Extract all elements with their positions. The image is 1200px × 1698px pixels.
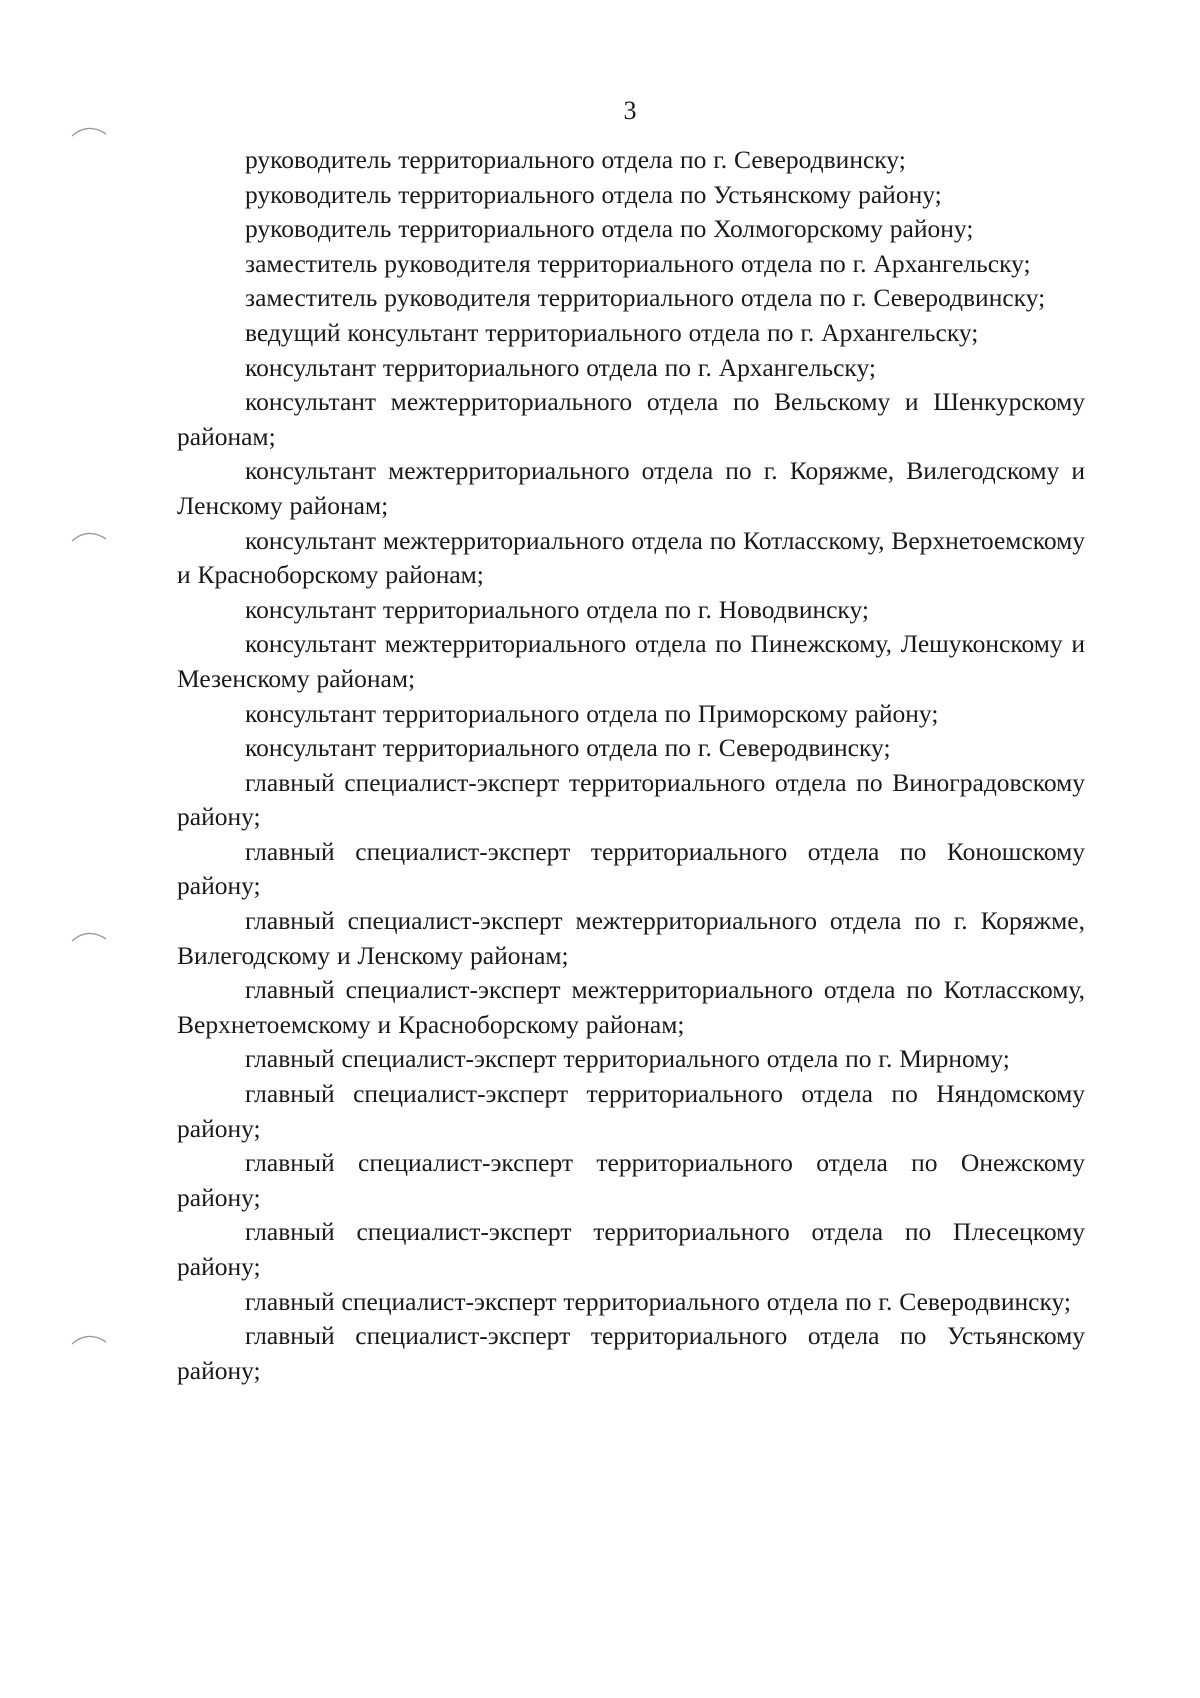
position-item: консультант межтерриториального отдела по Пинежскому, Лешуконскому и Мезенскому районам; bbox=[177, 629, 1085, 693]
position-list bbox=[177, 143, 1085, 1388]
position-item: главный специалист-эксперт территориального отдела по Плесецкому району; bbox=[177, 1217, 1085, 1281]
position-item: главный специалист-эксперт территориального отдела по Устьянскому району; bbox=[177, 1321, 1085, 1385]
position-item: консультант межтерриториального отдела по Котласскому, Верхнетоемскому и Красноборскому районам; bbox=[177, 525, 1085, 590]
position-item: главный специалист-эксперт межтерриториального отдела по г. Коряжме, Вилегодскому и Ленскому районам; bbox=[177, 906, 1085, 970]
position-item: заместитель руководителя территориального отдела по г. Архангельску; bbox=[245, 248, 1031, 278]
binder-hole-mark bbox=[70, 925, 110, 945]
position-item: руководитель территориального отдела по Устьянскому району; bbox=[245, 179, 942, 209]
position-item: руководитель территориального отдела по Холмогорскому району; bbox=[245, 214, 974, 244]
position-item: консультант межтерриториального отдела по г. Коряжме, Вилегодскому и Ленскому районам; bbox=[177, 456, 1085, 520]
position-item: главный специалист-эксперт межтерриториального отдела по Котласскому, Верхнетоемскому и Красноборскому районам; bbox=[177, 975, 1085, 1039]
position-item: консультант территориального отдела по Приморскому району; bbox=[245, 698, 939, 728]
position-item: консультант территориального отдела по г. Архангельску; bbox=[245, 352, 876, 382]
page-number: 3 bbox=[623, 96, 637, 125]
position-item: заместитель руководителя территориального отдела по г. Северодвинску; bbox=[245, 283, 1046, 313]
binder-hole-mark bbox=[70, 525, 110, 545]
position-item: консультант территориального отдела по г. Новодвинску; bbox=[245, 594, 869, 624]
position-item: главный специалист-эксперт территориального отдела по г. Северодвинску; bbox=[245, 1286, 1072, 1316]
position-item: главный специалист-эксперт территориального отдела по Коношскому району; bbox=[177, 836, 1085, 901]
position-item: ведущий консультант территориального отдела по г. Архангельску; bbox=[245, 317, 979, 347]
position-item: главный специалист-эксперт территориального отдела по Онежскому району; bbox=[177, 1148, 1085, 1212]
position-item: главный специалист-эксперт территориального отдела по г. Мирному; bbox=[245, 1044, 1010, 1074]
binder-hole-mark bbox=[70, 1328, 110, 1348]
position-item: консультант территориального отдела по г. Северодвинску; bbox=[245, 733, 891, 763]
position-item: руководитель территориального отдела по г. Северодвинску; bbox=[245, 145, 906, 174]
position-item: главный специалист-эксперт территориального отдела по Няндомскому району; bbox=[177, 1079, 1085, 1143]
position-item: консультант межтерриториального отдела по Вельскому и Шенкурскому районам; bbox=[177, 387, 1085, 451]
position-item: главный специалист-эксперт территориального отдела по Виноградовскому району; bbox=[177, 767, 1085, 832]
